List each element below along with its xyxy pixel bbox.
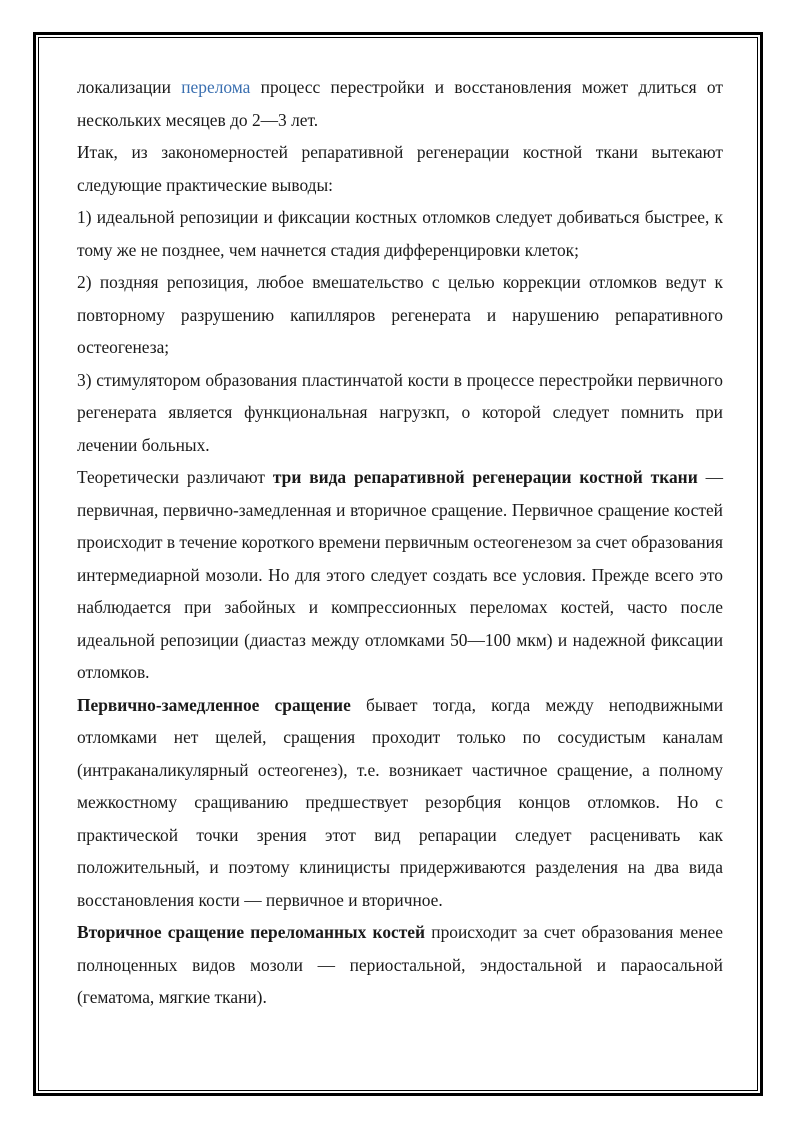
paragraph-8-bold-term: Вторичное сращение переломанных костей bbox=[77, 922, 426, 942]
paragraph-7 bbox=[77, 689, 723, 917]
paragraph-4: 2) поздняя репозиция, любое вмешательство с целью коррекции отломков ведут к повторному разрушению капилляров регенерата и нарушению репаративного остеогенеза; bbox=[77, 272, 723, 357]
paragraph-8-rest: происходит за счет образования менее полноценных видов мозоли — периостальной, эндостальной и параосальной (гематома, мягкие ткани). bbox=[77, 922, 723, 1007]
paragraph-6 bbox=[77, 461, 723, 689]
paragraph-6-rest: — первичная, первично-замедленная и вторичное сращение. Первичное сращение костей происходит в течение короткого времени первичным остеогенезом за счет образования интермедиарной мозоли. Но для этого следует создать все условия. Прежде всего это наблюдается при забойных и компрессионных переломах костей, часто после идеальной репозиции (диастаз между отломками 50—100 мкм) и надежной фиксации отломков. bbox=[77, 467, 723, 682]
paragraph-6-lead: Теоретически различают bbox=[77, 467, 273, 487]
fracture-link[interactable]: перелома bbox=[181, 77, 251, 97]
paragraph-3: 1) идеальной репозиции и фиксации костных отломков следует добиваться быстрее, к тому же не позднее, чем начнется стадия дифференцировки клеток; bbox=[77, 207, 723, 260]
paragraph-8 bbox=[77, 916, 723, 1014]
paragraph-6-bold-term: три вида репаративной регенерации костной ткани bbox=[272, 467, 698, 487]
paragraph-1 bbox=[77, 71, 723, 136]
paragraph-1-text-start: локализации bbox=[77, 77, 182, 97]
paragraph-1-text-end: процесс перестройки и восстановления может длиться от нескольких месяцев до 2—3 лет. bbox=[77, 77, 723, 130]
paragraph-5: 3) стимулятором образования пластинчатой кости в процессе перестройки первичного регенерата является функциональная нагрузкп, о которой следует помнить при лечении больных. bbox=[77, 369, 723, 455]
paragraph-7-rest: бывает тогда, когда между неподвижными отломками нет щелей, сращения проходит только по сосудистым каналам (интраканаликулярный остеогенез), т.е. возникает частичное сращение, а полному межкостному сращиванию предшествует резорбция концов отломков. Но с практической точки зрения этот вид репарации следует расценивать как положительный, и поэтому клиницисты придерживаются разделения на два вида восстановления кости — первичное и вторичное. bbox=[77, 694, 724, 910]
paragraph-2: Итак, из закономерностей репаративной регенерации костной ткани вытекают следующие практические выводы: bbox=[77, 142, 723, 195]
paragraph-7-bold-term: Первично-замедленное сращение bbox=[77, 694, 351, 715]
document-body bbox=[77, 71, 723, 1014]
